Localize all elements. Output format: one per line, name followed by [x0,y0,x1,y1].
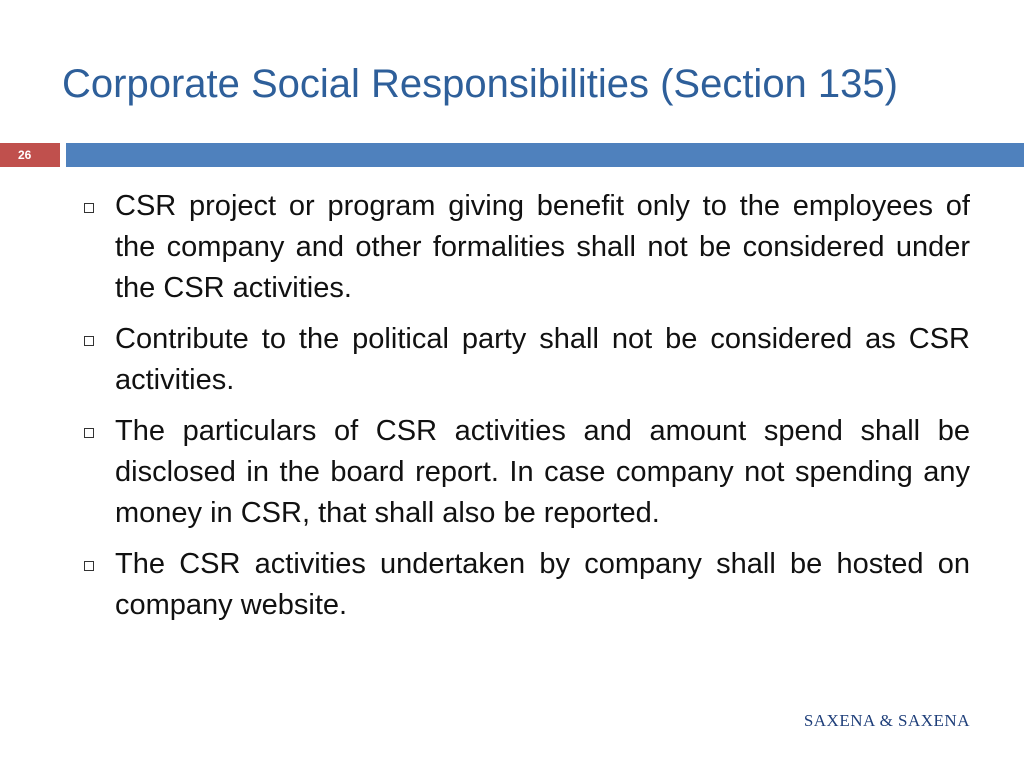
footer-brand: SAXENA & SAXENA [803,711,970,730]
hollow-square-bullet-icon [84,428,94,438]
bullet-text: CSR project or program giving benefit only to the employees of the company and other formalities shall not be considered under the CSR activities. [115,190,970,304]
bullet-text: The CSR activities undertaken by company shall be hosted on company website. [115,548,970,621]
hollow-square-bullet-icon [84,203,94,213]
bullet-item [80,186,970,309]
bullet-text: The particulars of CSR activities and amount spend shall be disclosed in the board report. In case company not spending any money in CSR, that shall also be reported. [115,415,970,529]
bullet-item [80,319,970,401]
bullet-list [80,186,970,636]
slide-title: Corporate Social Responsibilities (Section 135) [62,62,898,106]
slide-number-badge: 26 [0,143,60,167]
hollow-square-bullet-icon [84,561,94,571]
header-bar [66,143,1024,167]
bullet-item [80,411,970,534]
bullet-item [80,544,970,626]
bullet-text: Contribute to the political party shall not be considered as CSR activities. [115,323,970,396]
hollow-square-bullet-icon [84,336,94,346]
